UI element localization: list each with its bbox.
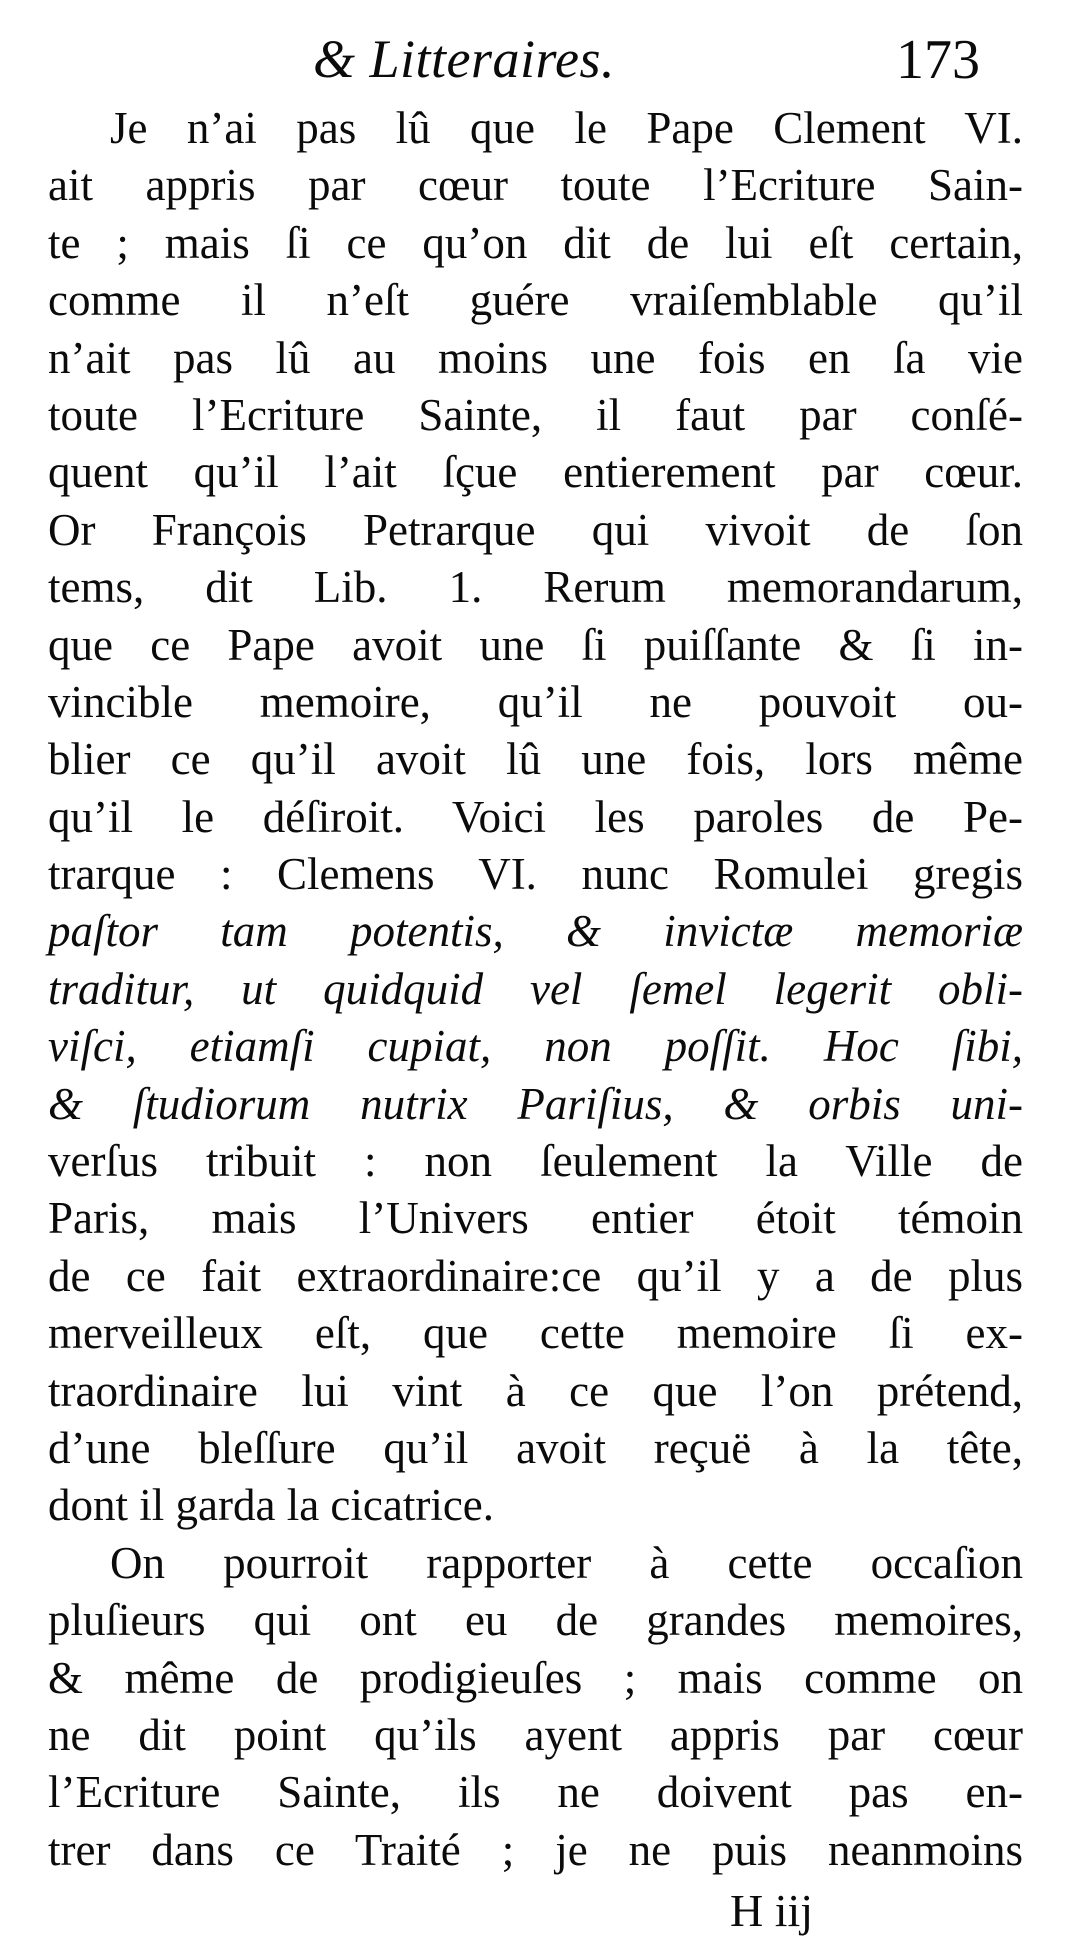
- text-line: traditur, ut quidquid vel ſemel legerit obli-: [48, 963, 1023, 1014]
- text-line: comme il n’eſt guére vraiſemblable qu’il: [48, 275, 1023, 326]
- text-line: pluſieurs qui ont eu de grandes memoires,: [48, 1595, 1023, 1646]
- text-line: Paris, mais l’Univers entier étoit témoin: [48, 1193, 1023, 1244]
- text-line: blier ce qu’il avoit lû une fois, lors même: [48, 734, 1023, 785]
- paragraph: [48, 1535, 1023, 1879]
- text-line: trarque : Clemens VI. nunc Romulei gregis: [48, 849, 1023, 900]
- text-line: qu’il le déſiroit. Voici les paroles de Pe-: [48, 791, 1023, 842]
- page-header: [0, 24, 1072, 102]
- text-line: tems, dit Lib. 1. Rerum memorandarum,: [48, 562, 1023, 613]
- text-line: d’une bleſſure qu’il avoit reçuë à la tête,: [48, 1422, 1023, 1473]
- text-line: que ce Pape avoit une ſi puiſſante & ſi in-: [48, 619, 1023, 670]
- text-line: ait appris par cœur toute l’Ecriture Sain-: [48, 160, 1023, 211]
- text-line: quent qu’il l’ait ſçue entierement par cœur.: [48, 447, 1023, 498]
- text-line: de ce fait extraordinaire:ce qu’il y a de plus: [48, 1250, 1023, 1301]
- paragraph: [48, 100, 1023, 1535]
- text-line: merveilleux eſt, que cette memoire ſi ex-: [48, 1308, 1023, 1359]
- page-number: 173: [896, 29, 980, 91]
- text-line: Or François Petrarque qui vivoit de ſon: [48, 504, 1023, 555]
- text-line: ne dit point qu’ils ayent appris par cœur: [48, 1709, 1023, 1760]
- text-line: verſus tribuit : non ſeulement la Ville de: [48, 1136, 1023, 1187]
- text-line: l’Ecriture Sainte, ils ne doivent pas en-: [48, 1767, 1023, 1818]
- text-line: vincible memoire, qu’il ne pouvoit ou-: [48, 676, 1023, 727]
- signature-mark: H iij: [730, 1885, 814, 1936]
- text-line: trer dans ce Traité ; je ne puis neanmoins: [48, 1824, 1023, 1875]
- text-line: Je n’ai pas lû que le Pape Clement VI.: [110, 103, 1023, 153]
- text-line: traordinaire lui vint à ce que l’on prétend,: [48, 1365, 1023, 1416]
- body-text: [48, 100, 1023, 1879]
- text-line: toute l’Ecriture Sainte, il faut par conſé-: [48, 389, 1023, 440]
- text-line: & ſtudiorum nutrix Pariſius, & orbis uni-: [48, 1078, 1023, 1129]
- text-line: te ; mais ſi ce qu’on dit de lui eſt certain,: [48, 217, 1023, 268]
- text-line: dont il garda la cicatrice.: [48, 1480, 495, 1531]
- running-head: & Litteraires.: [313, 29, 616, 89]
- text-line: n’ait pas lû au moins une fois en ſa vie: [48, 332, 1023, 383]
- text-line: On pourroit rapporter à cette occaſion: [110, 1537, 1023, 1588]
- text-line: viſci, etiamſi cupiat, non poſſit. Hoc ſibi,: [48, 1021, 1023, 1072]
- text-line: paſtor tam potentis, & invictæ memoriæ: [48, 906, 1023, 957]
- text-line: & même de prodigieuſes ; mais comme on: [48, 1652, 1023, 1703]
